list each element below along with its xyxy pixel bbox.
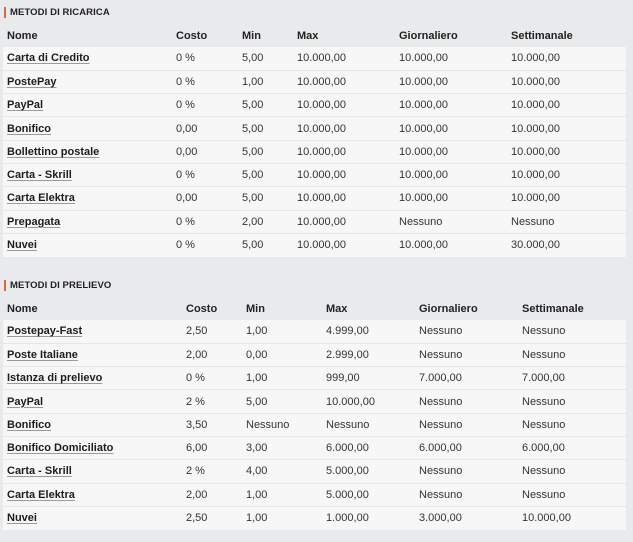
method-name-cell [3, 117, 172, 140]
weekly-limit-cell: 10.000,00 [518, 506, 626, 529]
table-row [3, 320, 626, 343]
column-header-weekly: Settimanale [522, 302, 584, 315]
accent-bar-icon [4, 7, 6, 18]
max-cell: 10.000,00 [293, 163, 395, 186]
min-cell: 0,00 [242, 343, 322, 366]
max-cell: 10.000,00 [322, 390, 415, 413]
method-name-cell [3, 163, 172, 186]
method-name-cell [3, 187, 172, 210]
min-cell: 1,00 [242, 320, 322, 343]
table-header-row [3, 297, 626, 320]
deposit-title-text: METODI DI RICARICA [10, 6, 110, 18]
max-cell: 10.000,00 [293, 94, 395, 117]
daily-limit-cell: Nessuno [415, 413, 518, 436]
min-cell: 1,00 [242, 483, 322, 506]
table-row [3, 94, 626, 117]
max-cell: 2.999,00 [322, 343, 415, 366]
weekly-limit-cell: 10.000,00 [507, 163, 626, 186]
method-name-cell [3, 94, 172, 117]
daily-limit-cell: Nessuno [395, 210, 507, 233]
method-link[interactable]: PayPal [7, 99, 44, 112]
method-link[interactable]: Bonifico [7, 418, 51, 431]
daily-limit-cell: Nessuno [415, 483, 518, 506]
weekly-limit-cell: 10.000,00 [507, 140, 626, 163]
method-link[interactable]: Carta di Credito [7, 52, 90, 65]
method-name-cell [3, 140, 172, 163]
cost-cell: 0 % [172, 94, 238, 117]
method-name-cell [3, 210, 172, 233]
table-row [3, 117, 626, 140]
max-cell: 4.999,00 [322, 320, 415, 343]
method-link[interactable]: Bonifico Domiciliato [7, 442, 114, 455]
method-name-cell [3, 233, 172, 256]
weekly-limit-cell: 10.000,00 [507, 47, 626, 70]
method-name-cell [3, 70, 172, 93]
max-cell: 1.000,00 [322, 506, 415, 529]
weekly-limit-cell: Nessuno [507, 210, 626, 233]
cost-cell: 0 % [172, 70, 238, 93]
column-header-min: Min [242, 29, 261, 42]
daily-limit-cell: 10.000,00 [395, 233, 507, 256]
column-header-max: Max [326, 302, 348, 315]
table-row [3, 140, 626, 163]
table-row [3, 210, 626, 233]
column-header-name: Nome [7, 29, 38, 42]
cost-cell: 0,00 [172, 187, 238, 210]
weekly-limit-cell: Nessuno [518, 343, 626, 366]
table-row [3, 70, 626, 93]
min-cell: 5,00 [238, 187, 293, 210]
weekly-limit-cell: Nessuno [518, 320, 626, 343]
table-row [3, 233, 626, 256]
weekly-limit-cell: Nessuno [518, 483, 626, 506]
weekly-limit-cell: 6.000,00 [518, 436, 626, 459]
weekly-limit-cell: Nessuno [518, 390, 626, 413]
method-name-cell [3, 320, 182, 343]
method-link[interactable]: Istanza di prelievo [7, 372, 103, 385]
method-name-cell [3, 483, 182, 506]
withdrawal-methods-section [3, 273, 626, 530]
method-link[interactable]: Nuvei [7, 512, 37, 525]
method-link[interactable]: Carta - Skrill [7, 465, 72, 478]
cost-cell: 2,00 [182, 483, 242, 506]
daily-limit-cell: 6.000,00 [415, 436, 518, 459]
method-link[interactable]: Bollettino postale [7, 145, 100, 158]
min-cell: 5,00 [238, 47, 293, 70]
cost-cell: 3,50 [182, 413, 242, 436]
cost-cell: 0,00 [172, 140, 238, 163]
max-cell: 5.000,00 [322, 460, 415, 483]
column-header-cost: Costo [176, 29, 208, 42]
deposit-section-title [3, 0, 626, 24]
max-cell: 10.000,00 [293, 140, 395, 163]
min-cell: 1,00 [242, 367, 322, 390]
max-cell: 10.000,00 [293, 187, 395, 210]
accent-bar-icon [4, 280, 6, 291]
max-cell: 6.000,00 [322, 436, 415, 459]
weekly-limit-cell: 30.000,00 [507, 233, 626, 256]
table-row [3, 47, 626, 70]
method-link[interactable]: Nuvei [7, 239, 37, 252]
deposit-methods-section [3, 0, 626, 257]
column-header-weekly: Settimanale [511, 29, 573, 42]
withdrawal-section-title [3, 273, 626, 297]
weekly-limit-cell: 10.000,00 [507, 70, 626, 93]
column-header-name: Nome [7, 302, 38, 315]
deposit-methods-table [3, 24, 626, 257]
cost-cell: 2,50 [182, 320, 242, 343]
daily-limit-cell: Nessuno [415, 343, 518, 366]
table-row [3, 460, 626, 483]
cost-cell: 6,00 [182, 436, 242, 459]
table-row [3, 163, 626, 186]
cost-cell: 2,00 [182, 343, 242, 366]
method-name-cell [3, 367, 182, 390]
method-link[interactable]: Carta - Skrill [7, 169, 72, 182]
method-link[interactable]: Carta Elektra [7, 488, 75, 501]
weekly-limit-cell: 10.000,00 [507, 187, 626, 210]
column-header-cost: Costo [186, 302, 218, 315]
table-row [3, 483, 626, 506]
min-cell: 3,00 [242, 436, 322, 459]
min-cell: 1,00 [238, 70, 293, 93]
method-link[interactable]: Prepagata [7, 215, 61, 228]
column-header-min: Min [246, 302, 265, 315]
column-header-max: Max [297, 29, 319, 42]
method-name-cell [3, 413, 182, 436]
min-cell: 5,00 [238, 117, 293, 140]
max-cell: 10.000,00 [293, 117, 395, 140]
daily-limit-cell: Nessuno [415, 460, 518, 483]
max-cell: 5.000,00 [322, 483, 415, 506]
min-cell: 5,00 [238, 140, 293, 163]
table-row [3, 367, 626, 390]
table-row [3, 506, 626, 529]
max-cell: 10.000,00 [293, 70, 395, 93]
daily-limit-cell: Nessuno [415, 390, 518, 413]
cost-cell: 0 % [172, 233, 238, 256]
method-link[interactable]: PayPal [7, 395, 44, 408]
daily-limit-cell: 10.000,00 [395, 94, 507, 117]
table-row [3, 343, 626, 366]
method-link[interactable]: Poste Italiane [7, 348, 78, 361]
cost-cell: 0 % [172, 47, 238, 70]
daily-limit-cell: 10.000,00 [395, 163, 507, 186]
cost-cell: 2 % [182, 460, 242, 483]
daily-limit-cell: 3.000,00 [415, 506, 518, 529]
table-row [3, 390, 626, 413]
daily-limit-cell: Nessuno [415, 320, 518, 343]
daily-limit-cell: 10.000,00 [395, 140, 507, 163]
weekly-limit-cell: 10.000,00 [507, 117, 626, 140]
method-link[interactable]: Postepay-Fast [7, 325, 83, 338]
weekly-limit-cell: 10.000,00 [507, 94, 626, 117]
method-link[interactable]: PostePay [7, 75, 57, 88]
table-row [3, 187, 626, 210]
cost-cell: 0 % [172, 163, 238, 186]
daily-limit-cell: 10.000,00 [395, 187, 507, 210]
min-cell: Nessuno [242, 413, 322, 436]
method-link[interactable]: Bonifico [7, 122, 51, 135]
withdrawal-title-text: METODI DI PRELIEVO [10, 279, 112, 291]
daily-limit-cell: 10.000,00 [395, 117, 507, 140]
column-header-daily: Giornaliero [399, 29, 458, 42]
cost-cell: 0 % [182, 367, 242, 390]
max-cell: 999,00 [322, 367, 415, 390]
cost-cell: 0 % [172, 210, 238, 233]
cost-cell: 2,50 [182, 506, 242, 529]
method-name-cell [3, 460, 182, 483]
max-cell: 10.000,00 [293, 210, 395, 233]
method-name-cell [3, 436, 182, 459]
withdrawal-methods-table [3, 297, 626, 530]
method-link[interactable]: Carta Elektra [7, 192, 75, 205]
min-cell: 5,00 [238, 94, 293, 117]
table-header-row [3, 24, 626, 47]
weekly-limit-cell: 7.000,00 [518, 367, 626, 390]
method-name-cell [3, 390, 182, 413]
table-row [3, 436, 626, 459]
min-cell: 5,00 [238, 163, 293, 186]
method-name-cell [3, 47, 172, 70]
method-name-cell [3, 506, 182, 529]
max-cell: 10.000,00 [293, 47, 395, 70]
daily-limit-cell: 10.000,00 [395, 70, 507, 93]
daily-limit-cell: 7.000,00 [415, 367, 518, 390]
weekly-limit-cell: Nessuno [518, 460, 626, 483]
min-cell: 2,00 [238, 210, 293, 233]
table-row [3, 413, 626, 436]
min-cell: 1,00 [242, 506, 322, 529]
method-name-cell [3, 343, 182, 366]
min-cell: 5,00 [242, 390, 322, 413]
cost-cell: 2 % [182, 390, 242, 413]
cost-cell: 0,00 [172, 117, 238, 140]
min-cell: 4,00 [242, 460, 322, 483]
weekly-limit-cell: Nessuno [518, 413, 626, 436]
max-cell: Nessuno [322, 413, 415, 436]
min-cell: 5,00 [238, 233, 293, 256]
daily-limit-cell: 10.000,00 [395, 47, 507, 70]
max-cell: 10.000,00 [293, 233, 395, 256]
column-header-daily: Giornaliero [419, 302, 478, 315]
